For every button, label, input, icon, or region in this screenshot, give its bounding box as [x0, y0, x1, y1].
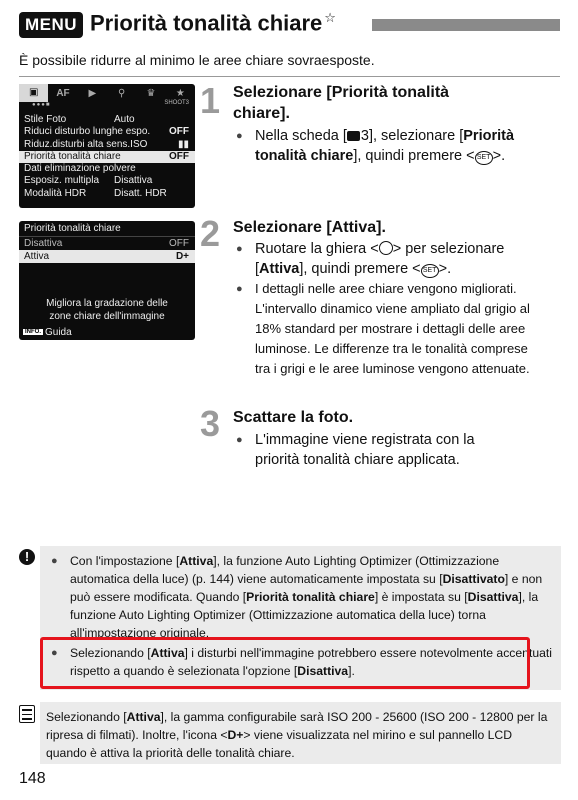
step-title: Selezionare [Attiva]. — [233, 219, 386, 236]
page-number: 148 — [19, 770, 46, 787]
menu-row: Dati eliminazione polvere — [24, 163, 136, 175]
af-tab: AF — [56, 87, 70, 99]
bullet-item: ● Nella scheda [ 3], selezionare [Priorità tonalità chiare], quindi premere < SET >. — [233, 126, 523, 166]
option-screen-title: Priorità tonalità chiare — [19, 221, 195, 237]
note-text: Selezionando [Attiva], la gamma configurabile sarà ISO 200 - 25600 (ISO 200 - 12800 per la ripresa di filmati). Inoltre, l'icona <D+> viene visualizzata nel mirino e sul pannello LCD quando è attiva la priorità delle tonalità chiare. — [46, 710, 548, 760]
caution-icon: ! — [19, 549, 35, 565]
menu-badge: MENU — [19, 12, 83, 38]
step-bullets — [233, 239, 533, 379]
info-badge: INFO. — [25, 329, 41, 336]
step-number: 3 — [200, 403, 221, 444]
bullet-item: ● L'immagine viene registrata con la priorità tonalità chiare applicata. — [233, 430, 518, 470]
custom-tab-icon: ♛ — [146, 87, 156, 99]
tab-dots: ●●●■ — [32, 102, 51, 108]
option-row: Disattiva OFF — [24, 238, 189, 249]
step-title: Scattare la foto. — [233, 409, 354, 426]
option-description: Migliora la gradazione delle zone chiare dell'immagine — [46, 298, 168, 322]
menu-row: Modalità HDR Disatt. HDR — [24, 187, 167, 199]
page-title-text: Priorità tonalità chiare — [90, 10, 323, 36]
tab-marker: SHOOT3 — [164, 100, 189, 106]
title-decoration-bar — [372, 19, 560, 31]
option-row-selected: Attiva D+ — [19, 250, 195, 263]
intro-text: È possibile ridurre al minimo le aree chiare sovraesposte. — [19, 52, 375, 68]
playback-tab-icon: ▶ — [88, 87, 97, 99]
step-title: Selezionare [Priorità tonalità chiare]. — [233, 84, 450, 122]
wrench-tab-icon: ⚲ — [117, 87, 126, 99]
step-bullets — [233, 430, 518, 470]
caution-bullet: ● Selezionando [Attiva] i disturbi nell'immagine potrebbero essere notevolmente accentuati rispetto a quando è selezionata l'opzione [Disattiva]. — [48, 644, 554, 680]
star-icon: ☆ — [324, 10, 336, 25]
menu-row: Stile Foto Auto — [24, 114, 135, 125]
camera-icon — [347, 131, 360, 141]
dial-icon — [379, 241, 393, 255]
note-icon — [19, 705, 35, 723]
step-bullets — [233, 126, 523, 166]
menu-row-selected: Priorità tonalità chiare OFF — [19, 151, 195, 163]
step-number: 1 — [200, 80, 221, 121]
divider — [19, 76, 560, 77]
star-tab-icon: ★ — [175, 87, 185, 99]
info-guide: INFO. Guida — [25, 327, 72, 338]
page-title — [90, 10, 336, 36]
caution-bullet: ● Con l'impostazione [Attiva], la funzione Auto Lighting Optimizer (Ottimizzazione automatica della luce) (p. 144) viene automaticamente impostata su [Disattivato] e non può essere modificata. Quando [Priorità tonalità chiare] è impostata su [Disattiva], la funzione Auto Lighting Optimizer (Ottimizzazione automatica della luce) torna all'impostazione originale. — [48, 552, 554, 642]
menu-row: Riduz.disturbi alta sens.ISO ▮▮ — [24, 138, 189, 150]
highlight-frame — [40, 637, 530, 689]
camera-tab-icon: ▣ — [19, 84, 48, 102]
camera-menu-screen — [19, 84, 195, 208]
step-number: 2 — [200, 213, 221, 254]
set-button-icon: SET — [421, 264, 439, 278]
menu-row: Esposiz. multipla Disattiva — [24, 175, 153, 187]
set-button-icon: SET — [475, 151, 493, 165]
bullet-item: ● Ruotare la ghiera < > per selezionare [Attiva], quindi premere < SET >. — [233, 239, 533, 279]
bullet-item: ● I dettagli nelle aree chiare vengono migliorati. L'intervallo dinamico viene ampliato dal grigio al 18% standard per mostrare i dettagli delle aree luminose. Le differenze tra le tonalità comprese tra i grigi e le aree luminose vengono attenuate. — [233, 279, 533, 379]
option-screen — [19, 221, 195, 340]
menu-row: Riduci disturbo lunghe espo. OFF — [24, 126, 189, 138]
